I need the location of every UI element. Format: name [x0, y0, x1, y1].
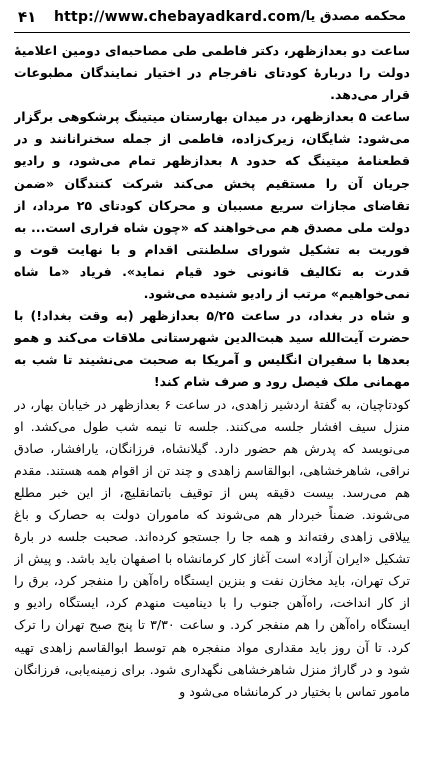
running-title: محکمه مصدق یا ... [286, 9, 406, 24]
paragraph-1: ساعت دو بعدازظهر، دکتر فاطمی طی مصاحبه‌ای دومین اعلامیهٔ دولت را دربارهٔ کودتای نافرجام در اختیار نمایندگان مطبوعات قرار می‌دهد. [14, 43, 410, 103]
page-header [14, 8, 410, 33]
page-number: ۴۱ [18, 8, 37, 26]
paragraph-4: کودتاچیان، به گفتهٔ اردشیر زاهدی، در ساعت ۶ بعدازظهر در خیابان بهار، در منزل سیف افشار جلسه می‌کنند. جلسه تا نیمه شب طول می‌کشد. او می‌نویسد که پدرش هم حضور دارد. گیلانشاه، فرزانگان، یارافشار، صادق نراقی، شاهرخشاهی، ابوالقاسم زاهدی و چند تن از اقوام همه هستند. مقدم هم می‌رسد. بیست دقیقه پس از توقیف باتمانقلیچ، از این خبر مطلع می‌شوند. ضمناً خبردار هم می‌شوند که ماموران دولت به حصارک و باغ ییلاقی زاهدی رفته‌اند و همه جا را جستجو کرده‌اند. صحبت جلسه در بارهٔ تشکیل «ایران آزاد» است آغاز کار کرمانشاه با اصفهان باید باشد. و پیش از ترک تهران، باید مخازن نفت و بنزین ایستگاه راه‌آهن را منفجر کرد، برق را از کار انداخت، راه‌آهن جنوب را با دینامیت منهدم کرد، ایستگاه رادیو و ایستگاه راه‌آهن را هم منفجر کرد. و ساعت ۳/۳۰ تا پنج صبح تهران را ترک کرد. تا آن روز باید مقداری مواد منفجره هم توسط ابوالقاسم زاهدی تهیه شود و در گاراژ منزل شاهرخشاهی نگهداری شود. برای زمینه‌یابی، فرزانگان مامور تماس با بختیار در کرمانشاه می‌شود و [14, 396, 410, 699]
page-body [14, 40, 410, 756]
paragraph-3: و شاه در بغداد، در ساعت ۵/۲۵ بعدازظهر (به وقت بغداد!) با حضرت آیت‌الله سید هبت‌الدین شهرستانی ملاقات می‌کند و همو بعدها با سفیران انگلیس و آمریکا به صحبت می‌نشیند تا شب به مهمانی ملک فیصل رود و صرف شام کند! [14, 308, 410, 390]
paragraph-2: ساعت ۵ بعدازظهر، در میدان بهارستان میتینگ پرشکوهی برگزار می‌شود: شایگان، زیرک‌زاده، فاطمی از جمله سخنرانانند و در قطعنامهٔ میتینگ که حدود ۸ بعدازظهر تمام می‌شود، و رادیو جریان آن را مستقیم پخش می‌کند شرکت کنندگان «ضمن تقاضای مجازات سریع مسببان و محرکان کودتای ۲۵ مرداد، از دولت ملی مصدق هم می‌خواهند که «چون شاه فراری است... به فوریت به تشکیل شورای سلطنتی اقدام و با نهایت قوت و قدرت به تکالیف قانونی خود قیام نماید». فریاد «ما شاه نمی‌خواهیم» مرتب از رادیو شنیده می‌شود. [14, 109, 410, 302]
header-url: http://www.chebayadkard.com/ [54, 9, 307, 25]
